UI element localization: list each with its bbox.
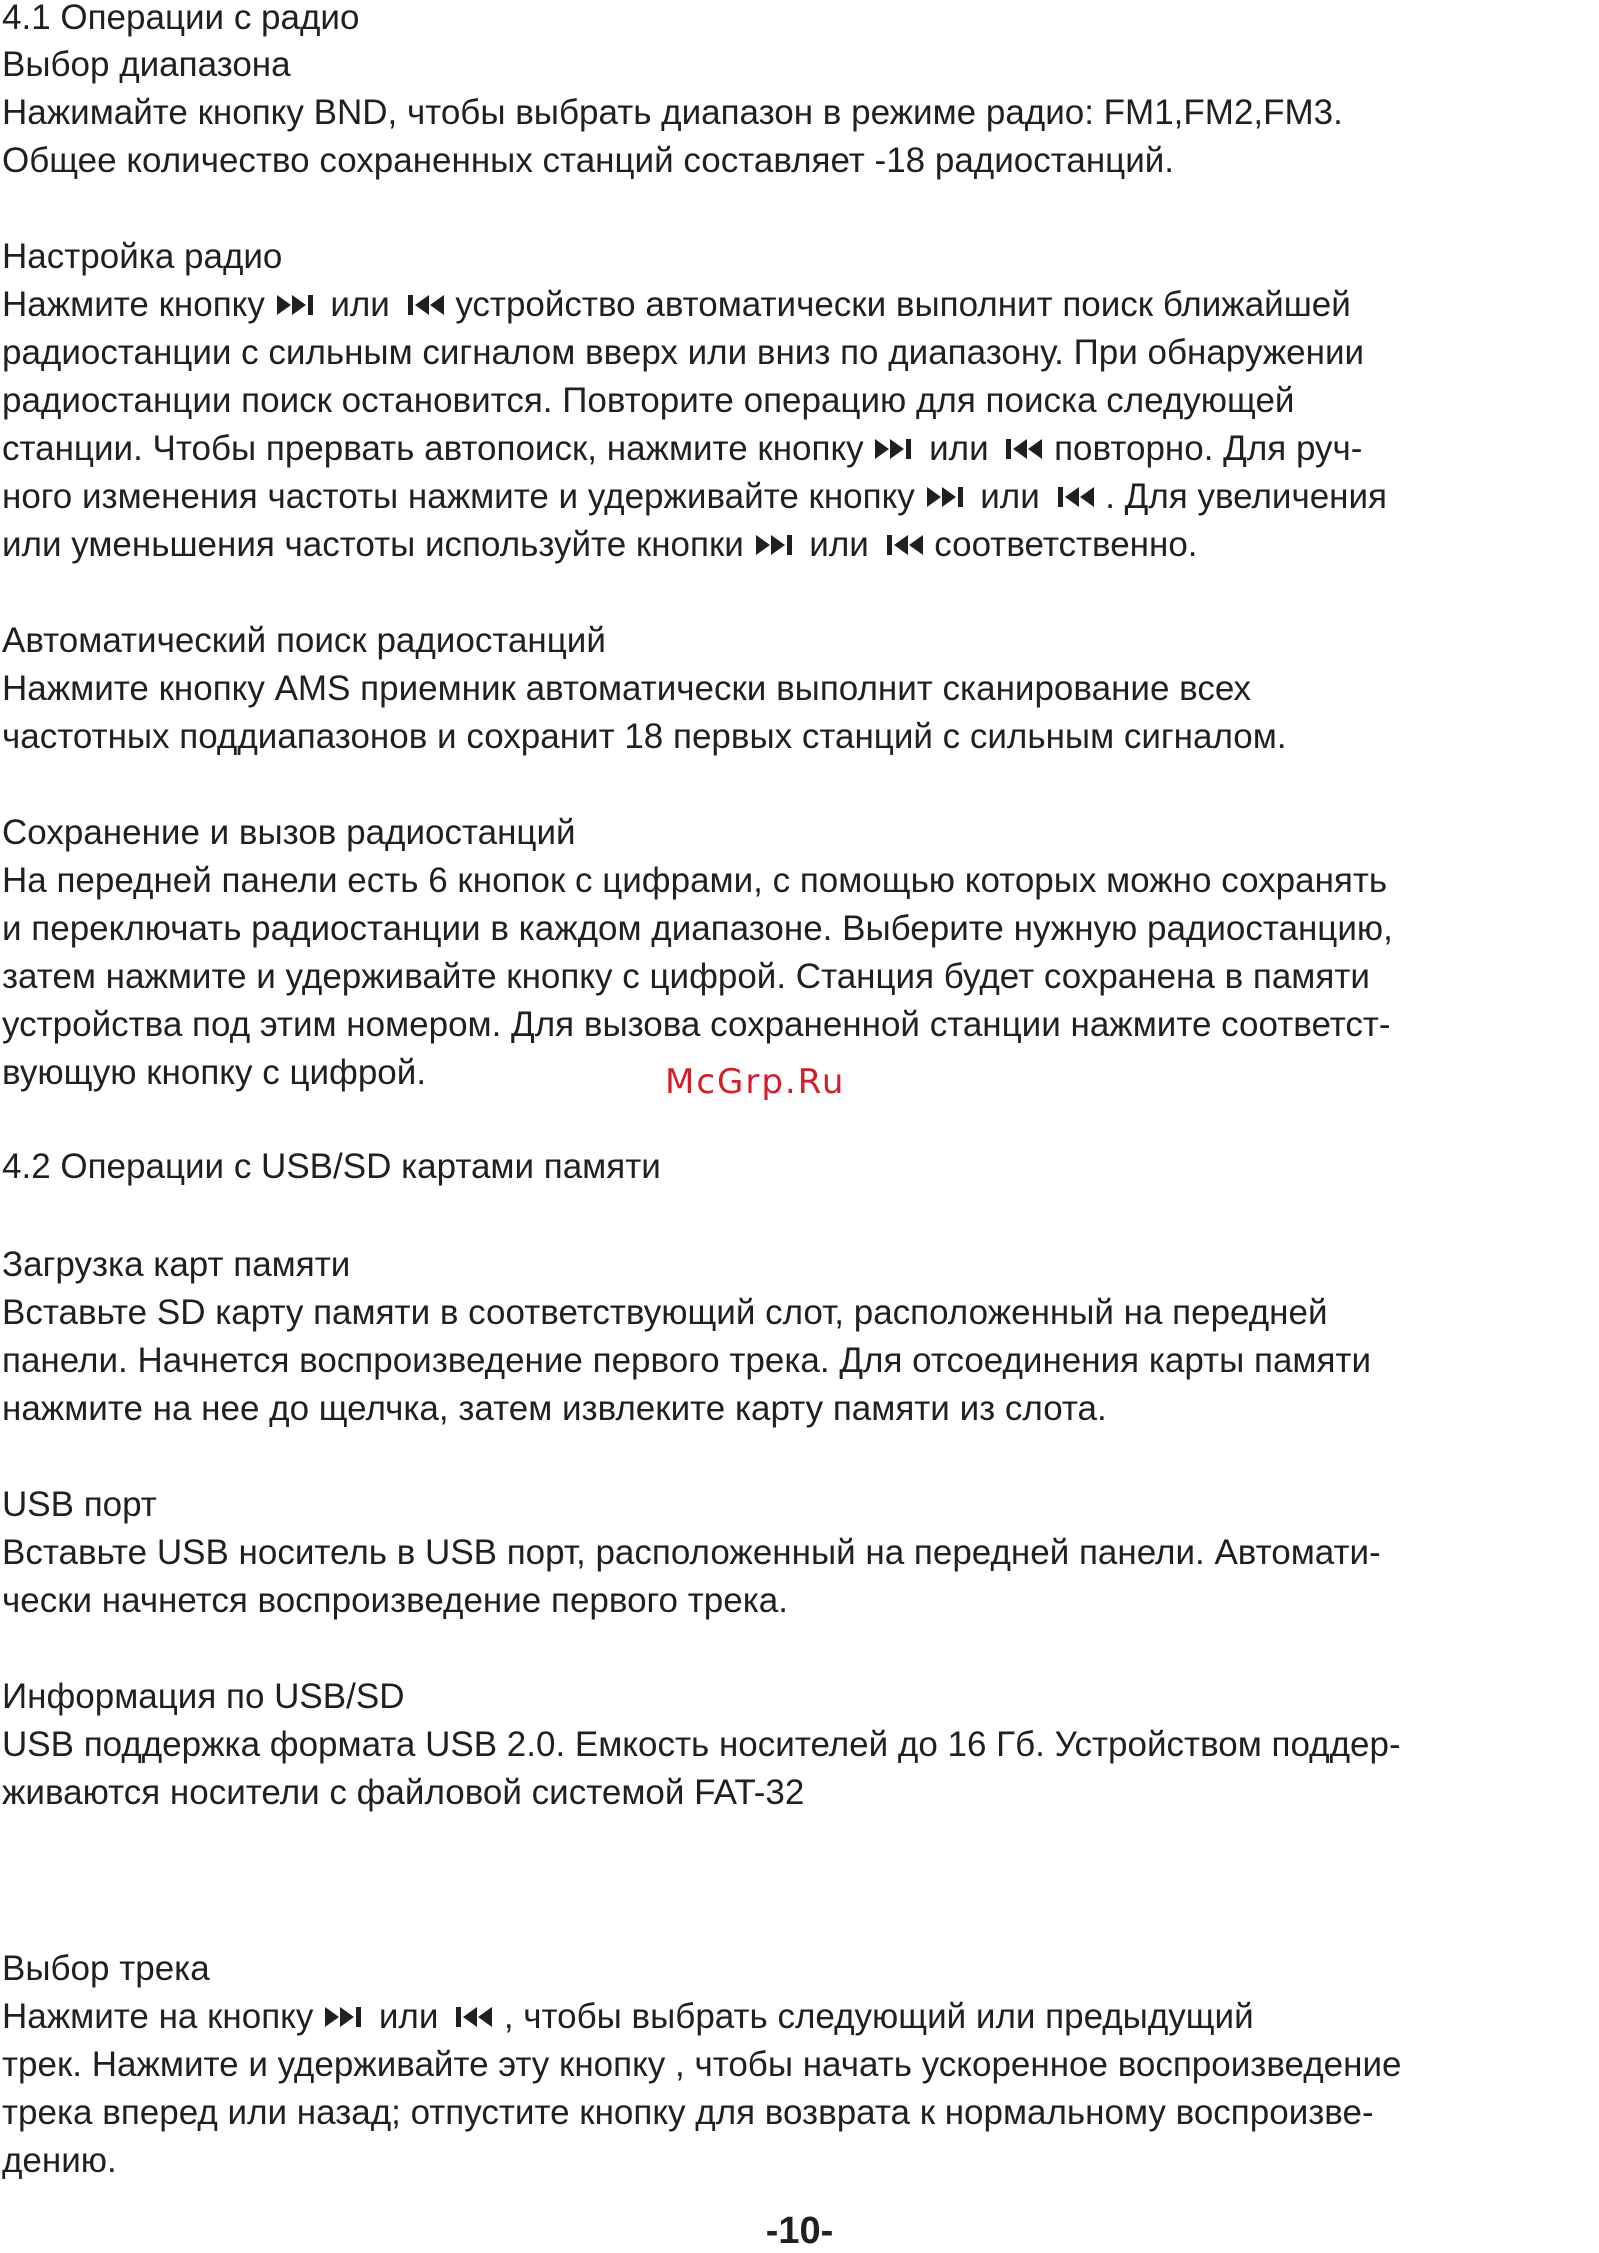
prev-track-icon [448, 2005, 494, 2029]
text-fragment: или [330, 285, 400, 324]
text-fragment: или [809, 525, 879, 564]
cards-text-1: Вставьте SD карту памяти в соответствующий слот, расположенный на передней [2, 1293, 1328, 1332]
prev-track-icon [400, 293, 446, 317]
band-text-1: Нажимайте кнопку BND, чтобы выбрать диапазон в режиме радио: FM1,FM2,FM3. [2, 93, 1343, 132]
tuning-text-5 [2, 473, 1387, 521]
text-fragment: или [980, 477, 1050, 516]
presets-text-4: устройства под этим номером. Для вызова сохраненной станции нажмите соответст- [2, 1005, 1391, 1044]
section-4-2-heading: 4.2 Операции с USB/SD картами памяти [2, 1147, 661, 1186]
text-fragment: , чтобы выбрать следующий или предыдущий [503, 1997, 1254, 2036]
track-text-3: трека вперед или назад; отпустите кнопку для возврата к нормальному воспроизве- [2, 2093, 1374, 2132]
presets-text-3: затем нажмите и удерживайте кнопку с цифрой. Станция будет сохранена в памяти [2, 957, 1370, 996]
text-fragment: ного изменения частоты нажмите и удерживайте кнопку [2, 477, 925, 516]
next-track-icon [323, 2005, 369, 2029]
text-fragment: или [378, 1997, 449, 2036]
next-track-icon [925, 485, 971, 509]
text-fragment: или [929, 429, 999, 468]
ams-text-1: Нажмите кнопку AMS приемник автоматически выполнит сканирование всех [2, 669, 1252, 708]
band-title: Выбор диапазона [2, 45, 291, 84]
next-track-icon [873, 437, 919, 461]
usb-text-1: Вставьте USB носитель в USB порт, расположенный на передней панели. Автомати- [2, 1533, 1381, 1572]
presets-text-2: и переключать радиостанции в каждом диапазоне. Выберите нужную радиостанцию, [2, 909, 1393, 948]
info-text-1: USB поддержка формата USB 2.0. Емкость носителей до 16 Гб. Устройством поддер- [2, 1725, 1401, 1764]
text-fragment: соответственно. [934, 525, 1198, 564]
track-text-1 [2, 1993, 1254, 2041]
band-text-2: Общее количество сохраненных станций составляет -18 радиостанций. [2, 141, 1175, 180]
track-text-2: трек. Нажмите и удерживайте эту кнопку , чтобы начать ускоренное воспроизведение [2, 2045, 1402, 2084]
ams-text-2: частотных поддиапазонов и сохранит 18 первых станций с сильным сигналом. [2, 717, 1287, 756]
next-track-icon [275, 293, 321, 317]
page-number: -10- [765, 2210, 834, 2252]
text-fragment: Нажмите кнопку [2, 285, 275, 324]
prev-track-icon [879, 533, 925, 557]
cards-title: Загрузка карт памяти [2, 1245, 351, 1284]
tuning-text-3: радиостанции поиск остановится. Повторите операцию для поиска следующей [2, 381, 1295, 420]
text-fragment: Нажмите на кнопку [2, 1997, 324, 2036]
prev-track-icon [998, 437, 1044, 461]
next-track-icon [754, 533, 800, 557]
info-title: Информация по USB/SD [2, 1677, 405, 1716]
tuning-text-1 [2, 281, 1351, 329]
text-fragment: станции. Чтобы прервать автопоиск, нажмите кнопку [2, 429, 874, 468]
presets-text-5: вующую кнопку с цифрой. [2, 1053, 427, 1092]
text-fragment: повторно. Для руч- [1054, 429, 1363, 468]
watermark: McGrp.Ru [665, 1062, 846, 1102]
tuning-text-4 [2, 425, 1362, 473]
tuning-text-6 [2, 521, 1198, 569]
track-title: Выбор трека [2, 1949, 210, 1988]
ams-title: Автоматический поиск радиостанций [2, 621, 606, 660]
tuning-text-2: радиостанции с сильным сигналом вверх или вниз по диапазону. При обнаружении [2, 333, 1365, 372]
text-fragment: . Для увеличения [1105, 477, 1387, 516]
text-fragment: или уменьшения частоты используйте кнопки [2, 525, 754, 564]
track-text-4: дению. [2, 2141, 117, 2180]
usb-text-2: чески начнется воспроизведение первого трека. [2, 1581, 788, 1620]
info-text-2: живаются носители с файловой системой FAT-32 [2, 1773, 805, 1812]
cards-text-3: нажмите на нее до щелчка, затем извлеките карту памяти из слота. [2, 1389, 1107, 1428]
prev-track-icon [1050, 485, 1096, 509]
presets-text-1: На передней панели есть 6 кнопок с цифрами, с помощью которых можно сохранять [2, 861, 1388, 900]
text-fragment: устройство автоматически выполнит поиск ближайшей [455, 285, 1351, 324]
presets-title: Сохранение и вызов радиостанций [2, 813, 576, 852]
usb-title: USB порт [2, 1485, 157, 1524]
cards-text-2: панели. Начнется воспроизведение первого трека. Для отсоединения карты памяти [2, 1341, 1371, 1380]
tuning-title: Настройка радио [2, 237, 283, 276]
section-4-1-heading: 4.1 Операции с радио [2, 0, 360, 37]
